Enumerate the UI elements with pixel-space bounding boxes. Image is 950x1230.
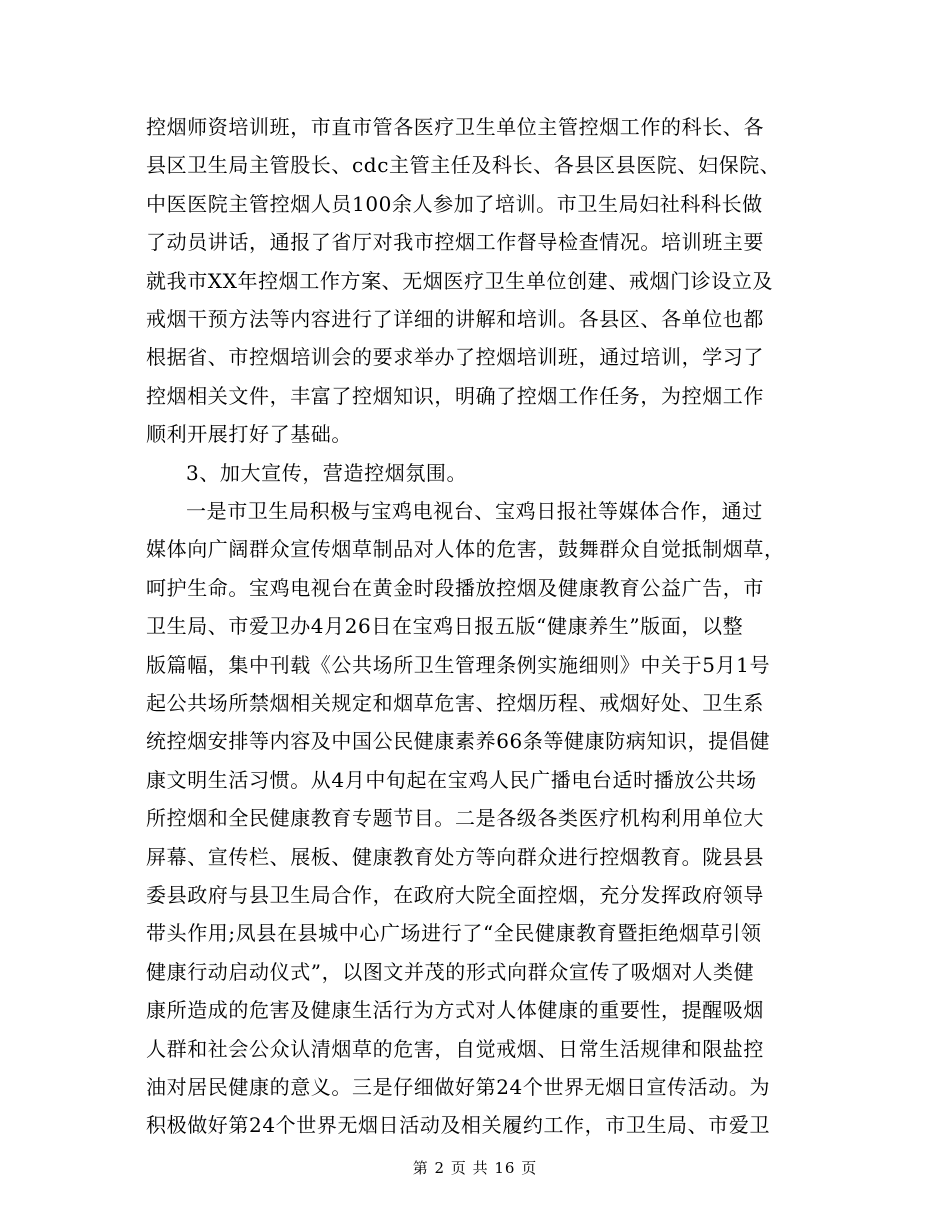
- body-line: 县区卫生局主管股长、cdc主管主任及科长、各县区县医院、妇保院、: [146, 153, 781, 178]
- body-line: 屏幕、宣传栏、展板、健康教育处方等向群众进行控烟教育。陇县县: [146, 844, 764, 869]
- body-line: 积极做好第24个世界无烟日活动及相关履约工作，市卫生局、市爱卫: [146, 1113, 771, 1138]
- body-line: 康文明生活习惯。从4月中旬起在宝鸡人民广播电台适时播放公共场: [146, 767, 757, 792]
- body-line: 了动员讲话，通报了省厅对我市控烟工作督导检查情况。培训班主要: [146, 230, 764, 255]
- body-line: 顺利开展打好了基础。: [146, 422, 352, 447]
- body-line: 康所造成的危害及健康生活行为方式对人体健康的重要性，提醒吸烟: [146, 998, 764, 1023]
- body-line: 所控烟和全民健康教育专题节目。二是各级各类医疗机构利用单位大: [146, 806, 764, 831]
- body-line: 根据省、市控烟培训会的要求举办了控烟培训班，通过培训，学习了: [146, 345, 764, 370]
- body-line: 人群和社会公众认清烟草的危害，自觉戒烟、日常生活规律和限盐控: [146, 1036, 764, 1061]
- body-line: 健康行动启动仪式”，以图文并茂的形式向群众宣传了吸烟对人类健: [146, 959, 755, 984]
- body-line: 就我市XX年控烟工作方案、无烟医疗卫生单位创建、戒烟门诊设立及: [146, 268, 774, 293]
- body-line: 一是市卫生局积极与宝鸡电视台、宝鸡日报社等媒体合作，通过: [186, 499, 763, 523]
- body-line: 中医医院主管控烟人员100余人参加了培训。市卫生局妇社科科长做: [146, 191, 763, 216]
- body-line: 控烟师资培训班，市直市管各医疗卫生单位主管控烟工作的科长、各: [146, 115, 764, 139]
- body-line: 控烟相关文件，丰富了控烟知识，明确了控烟工作任务，为控烟工作: [146, 383, 764, 408]
- page-number: 第 2 页 共 16 页: [412, 1159, 538, 1177]
- body-line: 委县政府与县卫生局合作，在政府大院全面控烟，充分发挥政府领导: [146, 883, 764, 907]
- section-heading: 3、加大宣传，营造控烟氛围。: [186, 460, 468, 485]
- body-line: 油对居民健康的意义。三是仔细做好第24个世界无烟日宣传活动。为: [146, 1075, 771, 1099]
- body-line: 呵护生命。宝鸡电视台在黄金时段播放控烟及健康教育公益广告，市: [146, 575, 764, 600]
- body-line: 媒体向广阔群众宣传烟草制品对人体的危害，鼓舞群众自觉抵制烟草，: [146, 537, 785, 562]
- body-line: 戒烟干预方法等内容进行了详细的讲解和培训。各县区、各单位也都: [146, 307, 764, 331]
- body-line: 带头作用;凤县在县城中心广场进行了“全民健康教育暨拒绝烟草引领: [146, 921, 762, 946]
- body-line: 统控烟安排等内容及中国公民健康素养66条等健康防病知识，提倡健: [146, 729, 771, 754]
- body-line: 起公共场所禁烟相关规定和烟草危害、控烟历程、戒烟好处、卫生系: [146, 691, 764, 715]
- body-line: 版篇幅，集中刊载《公共场所卫生管理条例实施细则》中关于5月1号: [146, 652, 771, 677]
- body-line: 卫生局、市爱卫办4月26日在宝鸡日报五版“健康养生”版面，以整: [146, 614, 744, 639]
